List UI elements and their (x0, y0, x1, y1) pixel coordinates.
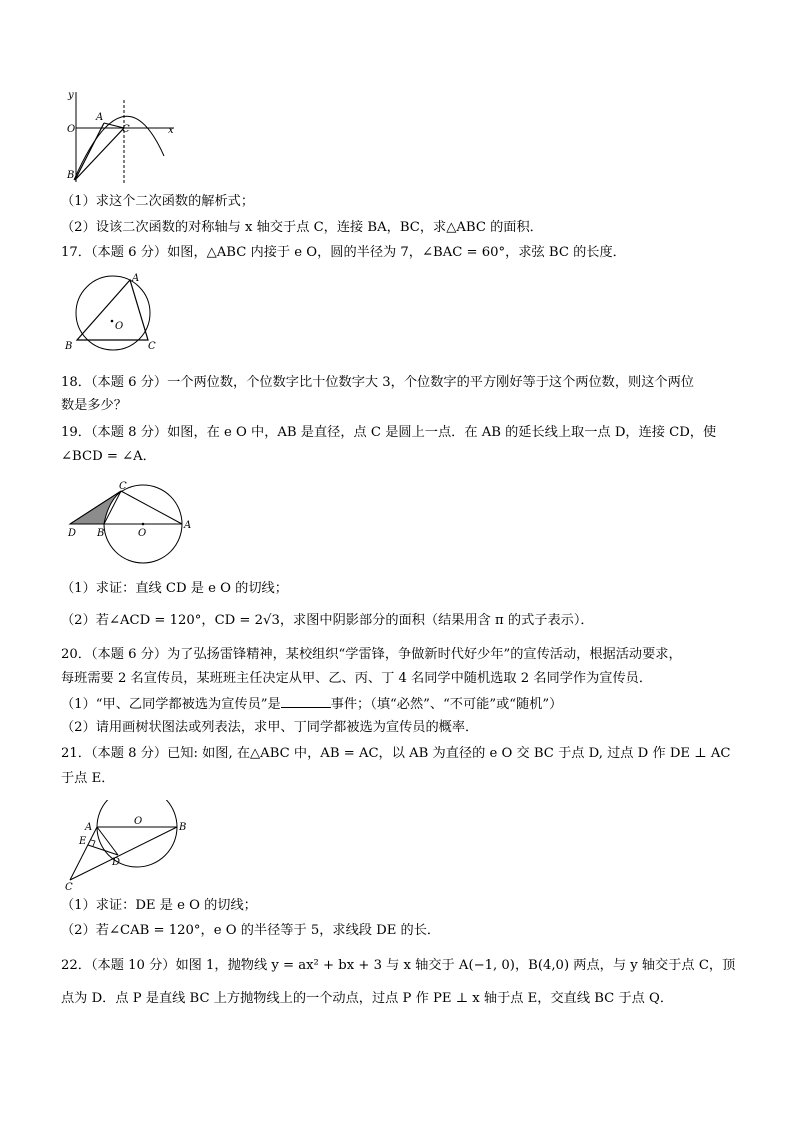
parabola-curve (74, 116, 164, 180)
point-B-label: B (65, 341, 73, 352)
center-O-label: O (138, 528, 147, 539)
chord-CA (121, 491, 182, 524)
point-C-label: C (65, 882, 73, 892)
q18-text-line1: 18．（本题 6 分）一个两位数，个位数字比十位数字大 3，个位数字的平方刚好等于这个两位数，则这个两位 (61, 375, 694, 390)
point-C-label: C (119, 481, 127, 492)
center-point (111, 320, 114, 323)
q21-text-line2: 于点 E． (61, 771, 115, 786)
isosceles-circle-figure (62, 800, 192, 892)
q19-part2: （2）若∠ACD = 120°，CD = 2√3，求图中阴影部分的面积（结果用含 π 的式子表示）． (61, 613, 594, 628)
point-B-label: B (67, 170, 75, 181)
triangle-ABC (77, 280, 148, 340)
q20-part1-suffix: 事件；（填“必然”、“不可能”或“随机”） (330, 697, 563, 712)
x-label: x (168, 125, 174, 136)
point-E-label: E (79, 836, 87, 847)
point-C-label: C (122, 124, 130, 135)
point-A-label: A (85, 822, 93, 833)
q17-text: 17．（本题 6 分）如图，△ABC 内接于 e O，圆的半径为 7，∠BAC = 60°，求弦 BC 的长度． (61, 245, 626, 260)
q20-part1-prefix: （1）“甲、乙同学都被选为宣传员”是 (61, 697, 281, 712)
center-point (142, 523, 145, 526)
point-B-label: B (179, 822, 187, 833)
q22-text-line1: 22．（本题 10 分）如图 1，抛物线 y = ax² + bx + 3 与 x 轴交于 A(−1, 0)，B(4,0) 两点，与 y 轴交于点 C，顶 (61, 958, 736, 973)
inscribed-triangle-figure (62, 271, 166, 357)
q18-text-line2: 数是多少？ (61, 398, 127, 413)
answer-blank (281, 695, 331, 708)
parabola-figure (64, 86, 182, 184)
segment-BA (75, 123, 104, 180)
q20-part1 (61, 695, 562, 714)
point-D-label: D (68, 528, 77, 539)
point-A-label: A (132, 273, 140, 284)
y-label: y (68, 90, 74, 101)
center-O-label: O (134, 816, 143, 827)
q20-part2: （2）请用画树状图法或列表法，求甲、丁同学都被选为宣传员的概率． (61, 720, 479, 735)
point-B-label: B (97, 528, 105, 539)
q19-text-line1: 19．（本题 8 分）如图，在 e O 中，AB 是直径，点 C 是圆上一点．在 AB 的延长线上取一点 D，连接 CD，使 (61, 425, 717, 440)
origin-label: O (67, 124, 76, 135)
side-BC (70, 827, 177, 880)
segment-DE (88, 845, 118, 855)
side-AC (70, 827, 97, 880)
segment-BC (75, 128, 124, 180)
point-D-label: D (112, 857, 121, 868)
q21-text-line1: 21．（本题 8 分）已知: 如图, 在△ABC 中，AB = AC，以 AB 为直径的 e O 交 BC 于点 D, 过点 D 作 DE ⊥ AC (61, 746, 731, 761)
circle-O (76, 276, 150, 350)
point-A-label: A (96, 112, 104, 123)
q21-part1: （1）求证：DE 是 e O 的切线； (61, 898, 257, 913)
q20-text-line2: 每班需要 2 名宣传员，某班班主任决定从甲、乙、丙、丁 4 名同学中随机选取 2 名同学作为宣传员． (61, 671, 653, 686)
q21-part2: （2）若∠CAB = 120°，e O 的半径等于 5，求线段 DE 的长． (61, 923, 441, 938)
right-angle-mark (91, 840, 95, 846)
q20-text-line1: 20．（本题 6 分）为了弘扬雷锋精神，某校组织“学雷锋，争做新时代好少年”的宣传活动，根据活动要求， (61, 647, 682, 662)
q22-text-line2: 点为 D．点 P 是直线 BC 上方抛物线上的一个动点，过点 P 作 PE ⊥ x 轴于点 E，交直线 BC 于点 Q． (61, 991, 674, 1006)
q16-part1: （1）求这个二次函数的解析式； (61, 194, 255, 209)
point-C-label: C (148, 341, 156, 352)
q19-text-line2: ∠BCD = ∠A． (61, 449, 156, 464)
tangent-shaded-figure (64, 480, 194, 568)
center-O-label: O (115, 321, 124, 332)
q19-part1: （1）求证：直线 CD 是 e O 的切线； (61, 581, 288, 596)
q16-part2: （2）设该二次函数的对称轴与 x 轴交于点 C，连接 BA，BC，求△ABC 的面积． (61, 220, 543, 235)
segment-AD (97, 827, 118, 855)
point-A-label: A (184, 520, 192, 531)
